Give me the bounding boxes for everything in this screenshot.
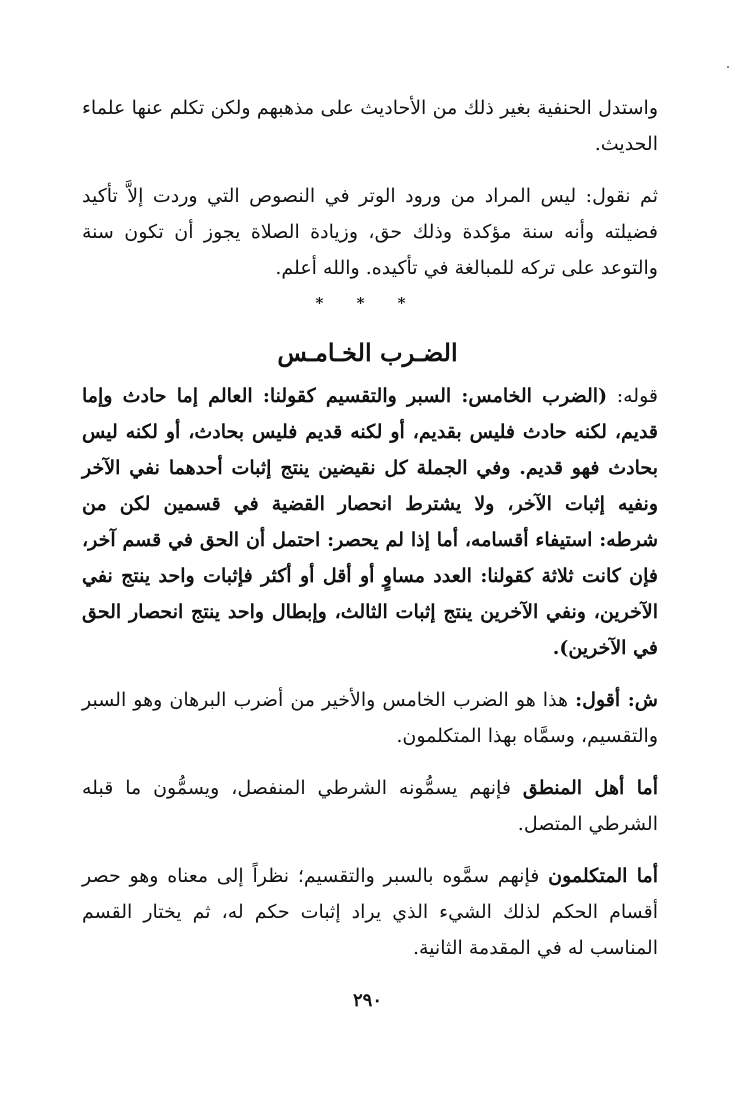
section-separator: * * *: [315, 294, 420, 312]
commentary-lead-3: أما المتكلمون: [548, 865, 659, 887]
intro-paragraph-1: واستدل الحنفية بغير ذلك من الأحاديث على مذهبهم ولكن تكلم عنها علماء الحديث.: [82, 97, 658, 155]
commentary-text-2: فإنهم يسمُّونه الشرطي المنفصل، ويسمُّون ما قبله الشرطي المتصل.: [82, 777, 658, 835]
commentary-lead-2: أما أهل المنطق: [522, 777, 658, 799]
commentary-text-1: هذا هو الضرب الخامس والأخير من أضرب البرهان وهو السبر والتقسيم، وسمَّاه بهذا المتكلمون.: [82, 689, 658, 747]
commentary-paragraph-3: [82, 858, 658, 966]
commentary-paragraph-1: [82, 682, 658, 754]
quote-lead: قوله:: [616, 385, 658, 407]
quote-body: (الضرب الخامس: السبر والتقسيم كقولنا: العالم إما حادث وإما قديم، لكنه حادث فليس بقديم، أو لكنه قديم فليس بحادث، أو لكنه ليس بحادث فهو قديم. وفي الجملة كل نقيضين ينتج إثبات أحدهما نفي الآخر ونفيه إثبات الآخر، ولا يشترط انحصار القضية في قسمين لكن من شرطه: استيفاء أقسامه، أما إذا لم يحصر: احتمل أن الحق في قسم آخر، فإن كانت ثلاثة كقولنا: العدد مساوٍ أو أقل أو أكثر فإثبات واحد ينتج نفي الآخرين، ونفي الآخرين ينتج إثبات الثالث، وإبطال واحد ينتج انحصار الحق في الآخرين).: [82, 385, 658, 659]
quoted-text: [82, 378, 658, 666]
margin-mark: [727, 66, 729, 68]
intro-paragraph-2: ثم نقول: ليس المراد من ورود الوتر في النصوص التي وردت إلاَّ تأكيد فضيلته وأنه سنة مؤكدة وذلك حق، وزيادة الصلاة يجوز أن تكون سنة والتوعد على تركه للمبالغة في تأكيده. والله أعلم.: [82, 185, 658, 279]
main-block: [82, 378, 658, 966]
intro-block: [82, 90, 658, 286]
commentary-paragraph-2: [82, 770, 658, 842]
page-number: ٢٩٠: [352, 990, 382, 1011]
commentary-text-3: فإنهم سمَّوه بالسبر والتقسيم؛ نظراً إلى معناه وهو حصر أقسام الحكم لذلك الشيء الذي يراد إثبات حكم له، ثم يختار القسم المناسب له في المقدمة الثانية.: [82, 865, 658, 959]
commentary-lead-1: ش: أقول:: [575, 689, 658, 711]
section-title: الضـرب الخـامـس: [277, 338, 458, 367]
